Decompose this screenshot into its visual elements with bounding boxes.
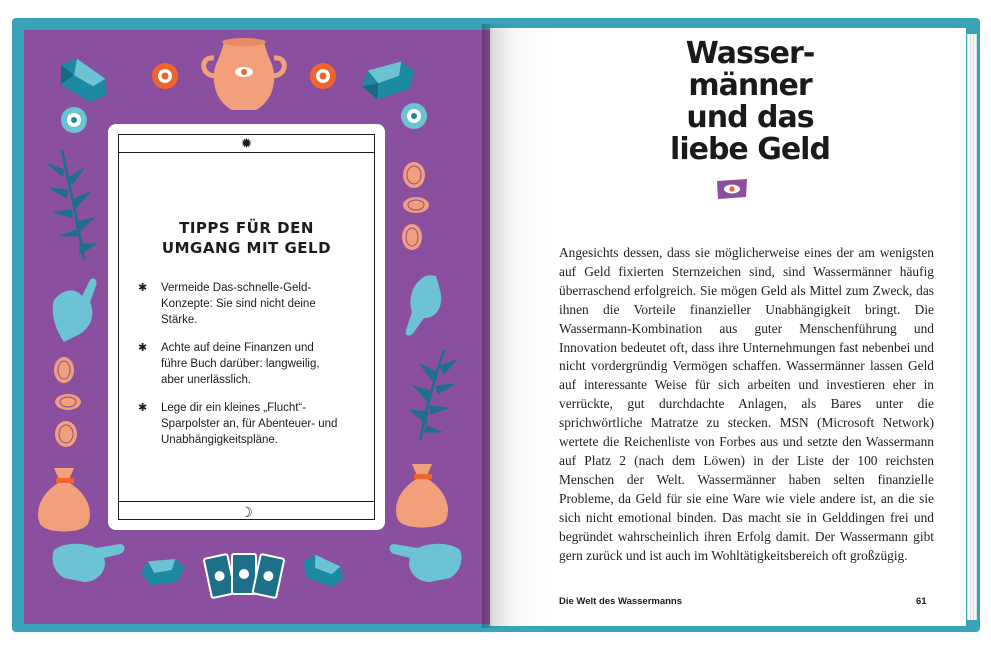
tips-list	[138, 280, 338, 460]
coin-icon	[55, 421, 77, 447]
card-divider-bottom	[118, 501, 375, 502]
eye-ticket-icon	[715, 178, 749, 200]
vase-eye-icon	[204, 38, 285, 110]
money-bag-icon	[396, 464, 448, 528]
bullet-icon: ✱	[138, 402, 148, 414]
money-bag-icon	[38, 468, 90, 532]
orange-sun-icon	[152, 63, 178, 89]
headline-line: Wasser-	[685, 36, 815, 71]
tips-title	[128, 218, 365, 258]
tip-item	[138, 400, 338, 448]
tips-title-line1: TIPPS FÜR DEN	[179, 219, 314, 237]
body-paragraph: Angesichts dessen, dass sie möglicherweise eines der am wenigsten auf Geld fixierten Sternzeichen sind, sind Wassermänner häufig überraschend erfolgreich. Sie mögen Geld als Mittel zum Zweck, das ihnen die Vorteile finanzieller Unabhängigkeit bringt. Die Wassermann-Kombination aus guter Menschenführung und Innovation bedeutet oft, dass ihre Unternehmungen fast nebenbei und nicht vordergründig Vermögen schaffen. Wassermänner lassen Geld auf interessante Weise für sich arbeiten und investieren eher in verrückte, gut durchdachte Anlagen, als Bares unter die sprichwörtliche Matratze zu stecken. MSN (Microsoft Network) wertete die Reichenliste von Forbes aus und setzte den Wassermann auf Platz 2 (nach dem Löwen) in der Liste der 100 reichsten Menschen der Welt. Wassermänner haben selten finanzielle Probleme, da Geld für sie eine Ware wie viele andere ist, an die sie sich nicht emotional binden. Das macht sie in Gelddingen frei und begründet wahrscheinlich ihren Erfolg damit. Der Wassermann gibt gern zurück und ist auch im Wohltätigkeitsbereich oft großzügig.	[559, 245, 934, 563]
headline-line: liebe Geld	[670, 132, 830, 167]
running-footer: Die Welt des Wassermanns	[559, 596, 683, 607]
blue-gear-icon	[401, 103, 427, 129]
bullet-icon: ✱	[138, 342, 148, 354]
tip-item	[138, 340, 338, 388]
crystal-icon	[357, 53, 420, 107]
crystal-icon	[52, 54, 115, 108]
tip-text: Lege dir ein kleines „Flucht“-Sparpolster an, für Abenteuer- und Unabhängigkeitspläne.	[161, 402, 338, 446]
blue-gear-icon	[61, 107, 87, 133]
tips-card	[108, 124, 385, 530]
coin-icon	[403, 162, 425, 188]
coin-icon	[403, 197, 429, 213]
tarot-cards-icon	[204, 554, 285, 598]
tip-text: Achte auf deine Finanzen und führe Buch darüber: langweilig, aber unerlässlich.	[161, 342, 320, 386]
tips-title-line2: UMGANG MIT GELD	[161, 239, 332, 257]
hand-icon	[406, 275, 442, 335]
page-edges	[967, 34, 977, 620]
page-headline	[630, 38, 870, 166]
hand-icon	[53, 278, 97, 342]
coin-icon	[402, 224, 422, 250]
orange-sun-icon	[310, 63, 336, 89]
branch-icon	[48, 150, 96, 260]
tip-text: Vermeide Das-schnelle-Geld-Konzepte: Sie sind nicht deine Stärke.	[161, 282, 316, 326]
tip-item	[138, 280, 338, 328]
headline-line: und das	[686, 100, 814, 135]
coin-icon	[55, 394, 81, 410]
branch-icon	[410, 350, 456, 440]
crystal-icon	[139, 553, 188, 590]
crystal-icon	[299, 552, 348, 589]
headline-line: männer	[688, 68, 812, 103]
hand-icon	[52, 544, 124, 582]
sun-icon: ✹	[240, 135, 253, 151]
coin-icon	[54, 357, 74, 383]
bullet-icon: ✱	[138, 282, 148, 294]
hand-icon	[390, 544, 462, 582]
page-number: 61	[916, 596, 927, 607]
moon-icon: ☽	[240, 504, 253, 520]
card-divider-top	[118, 152, 375, 153]
